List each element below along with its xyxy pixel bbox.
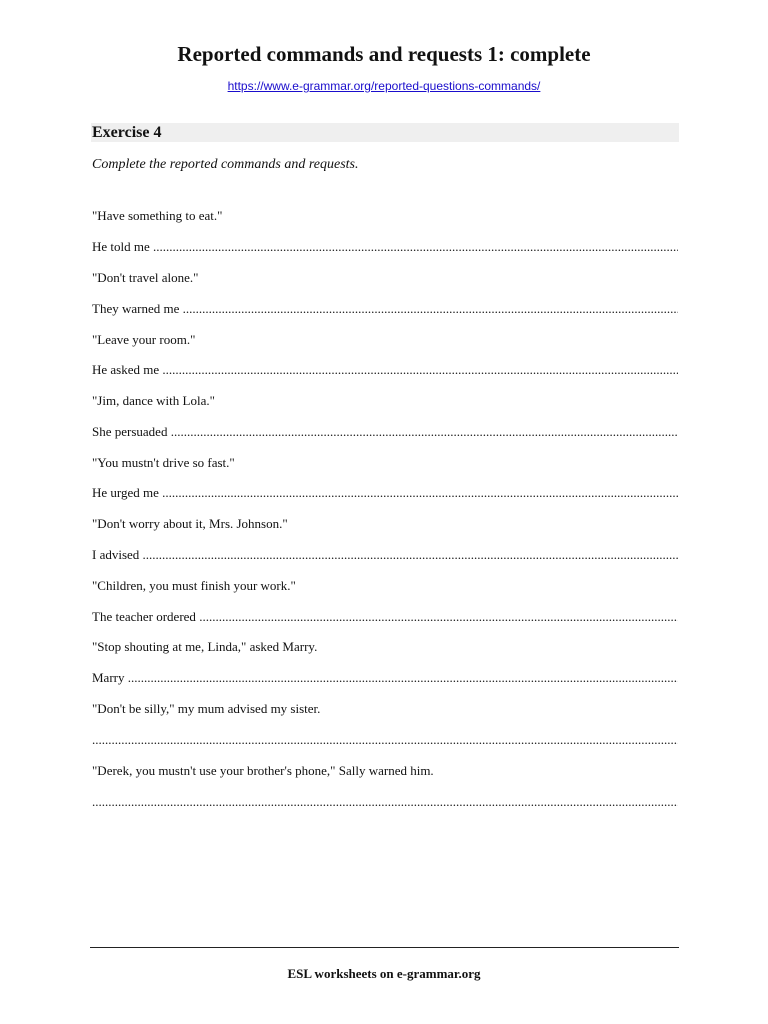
item-quote: "Don't be silly," my mum advised my sister. <box>92 701 321 716</box>
answer-line[interactable]: I advised ..... <box>92 547 678 563</box>
answer-line[interactable]: He asked me ..... <box>92 362 678 378</box>
item-quote: "Jim, dance with Lola." <box>92 393 215 408</box>
answer-line[interactable]: He urged me ..... <box>92 485 678 501</box>
exercise-instruction: Complete the reported commands and requests. <box>92 157 359 172</box>
page-title: Reported commands and requests 1: complete <box>177 42 591 66</box>
answer-line[interactable]: He told me ..... <box>92 239 678 255</box>
source-link[interactable]: https://www.e-grammar.org/reported-questions-commands/ <box>227 79 541 93</box>
answer-line[interactable] <box>92 794 678 810</box>
footer-divider <box>90 947 679 948</box>
item-quote: "You mustn't drive so fast." <box>92 455 235 470</box>
item-quote: "Leave your room." <box>92 332 196 347</box>
item-quote: "Stop shouting at me, Linda," asked Marry. <box>92 639 318 654</box>
item-quote: "Have something to eat." <box>92 208 223 223</box>
exercise-title: Exercise 4 <box>92 124 162 141</box>
item-quote: "Don't worry about it, Mrs. Johnson." <box>92 516 288 531</box>
answer-line[interactable]: She persuaded ..... <box>92 424 678 440</box>
item-quote: "Don't travel alone." <box>92 270 199 285</box>
item-quote: "Derek, you mustn't use your brother's phone," Sally warned him. <box>92 763 434 778</box>
answer-line[interactable] <box>92 732 678 748</box>
answer-line[interactable]: The teacher ordered ..... <box>92 609 678 625</box>
answer-line[interactable]: They warned me ..... <box>92 301 678 317</box>
answer-line[interactable]: Marry ..... <box>92 670 678 686</box>
exercise-header <box>91 123 679 142</box>
footer-text: ESL worksheets on e-grammar.org <box>287 966 481 981</box>
item-quote: "Children, you must finish your work." <box>92 578 296 593</box>
